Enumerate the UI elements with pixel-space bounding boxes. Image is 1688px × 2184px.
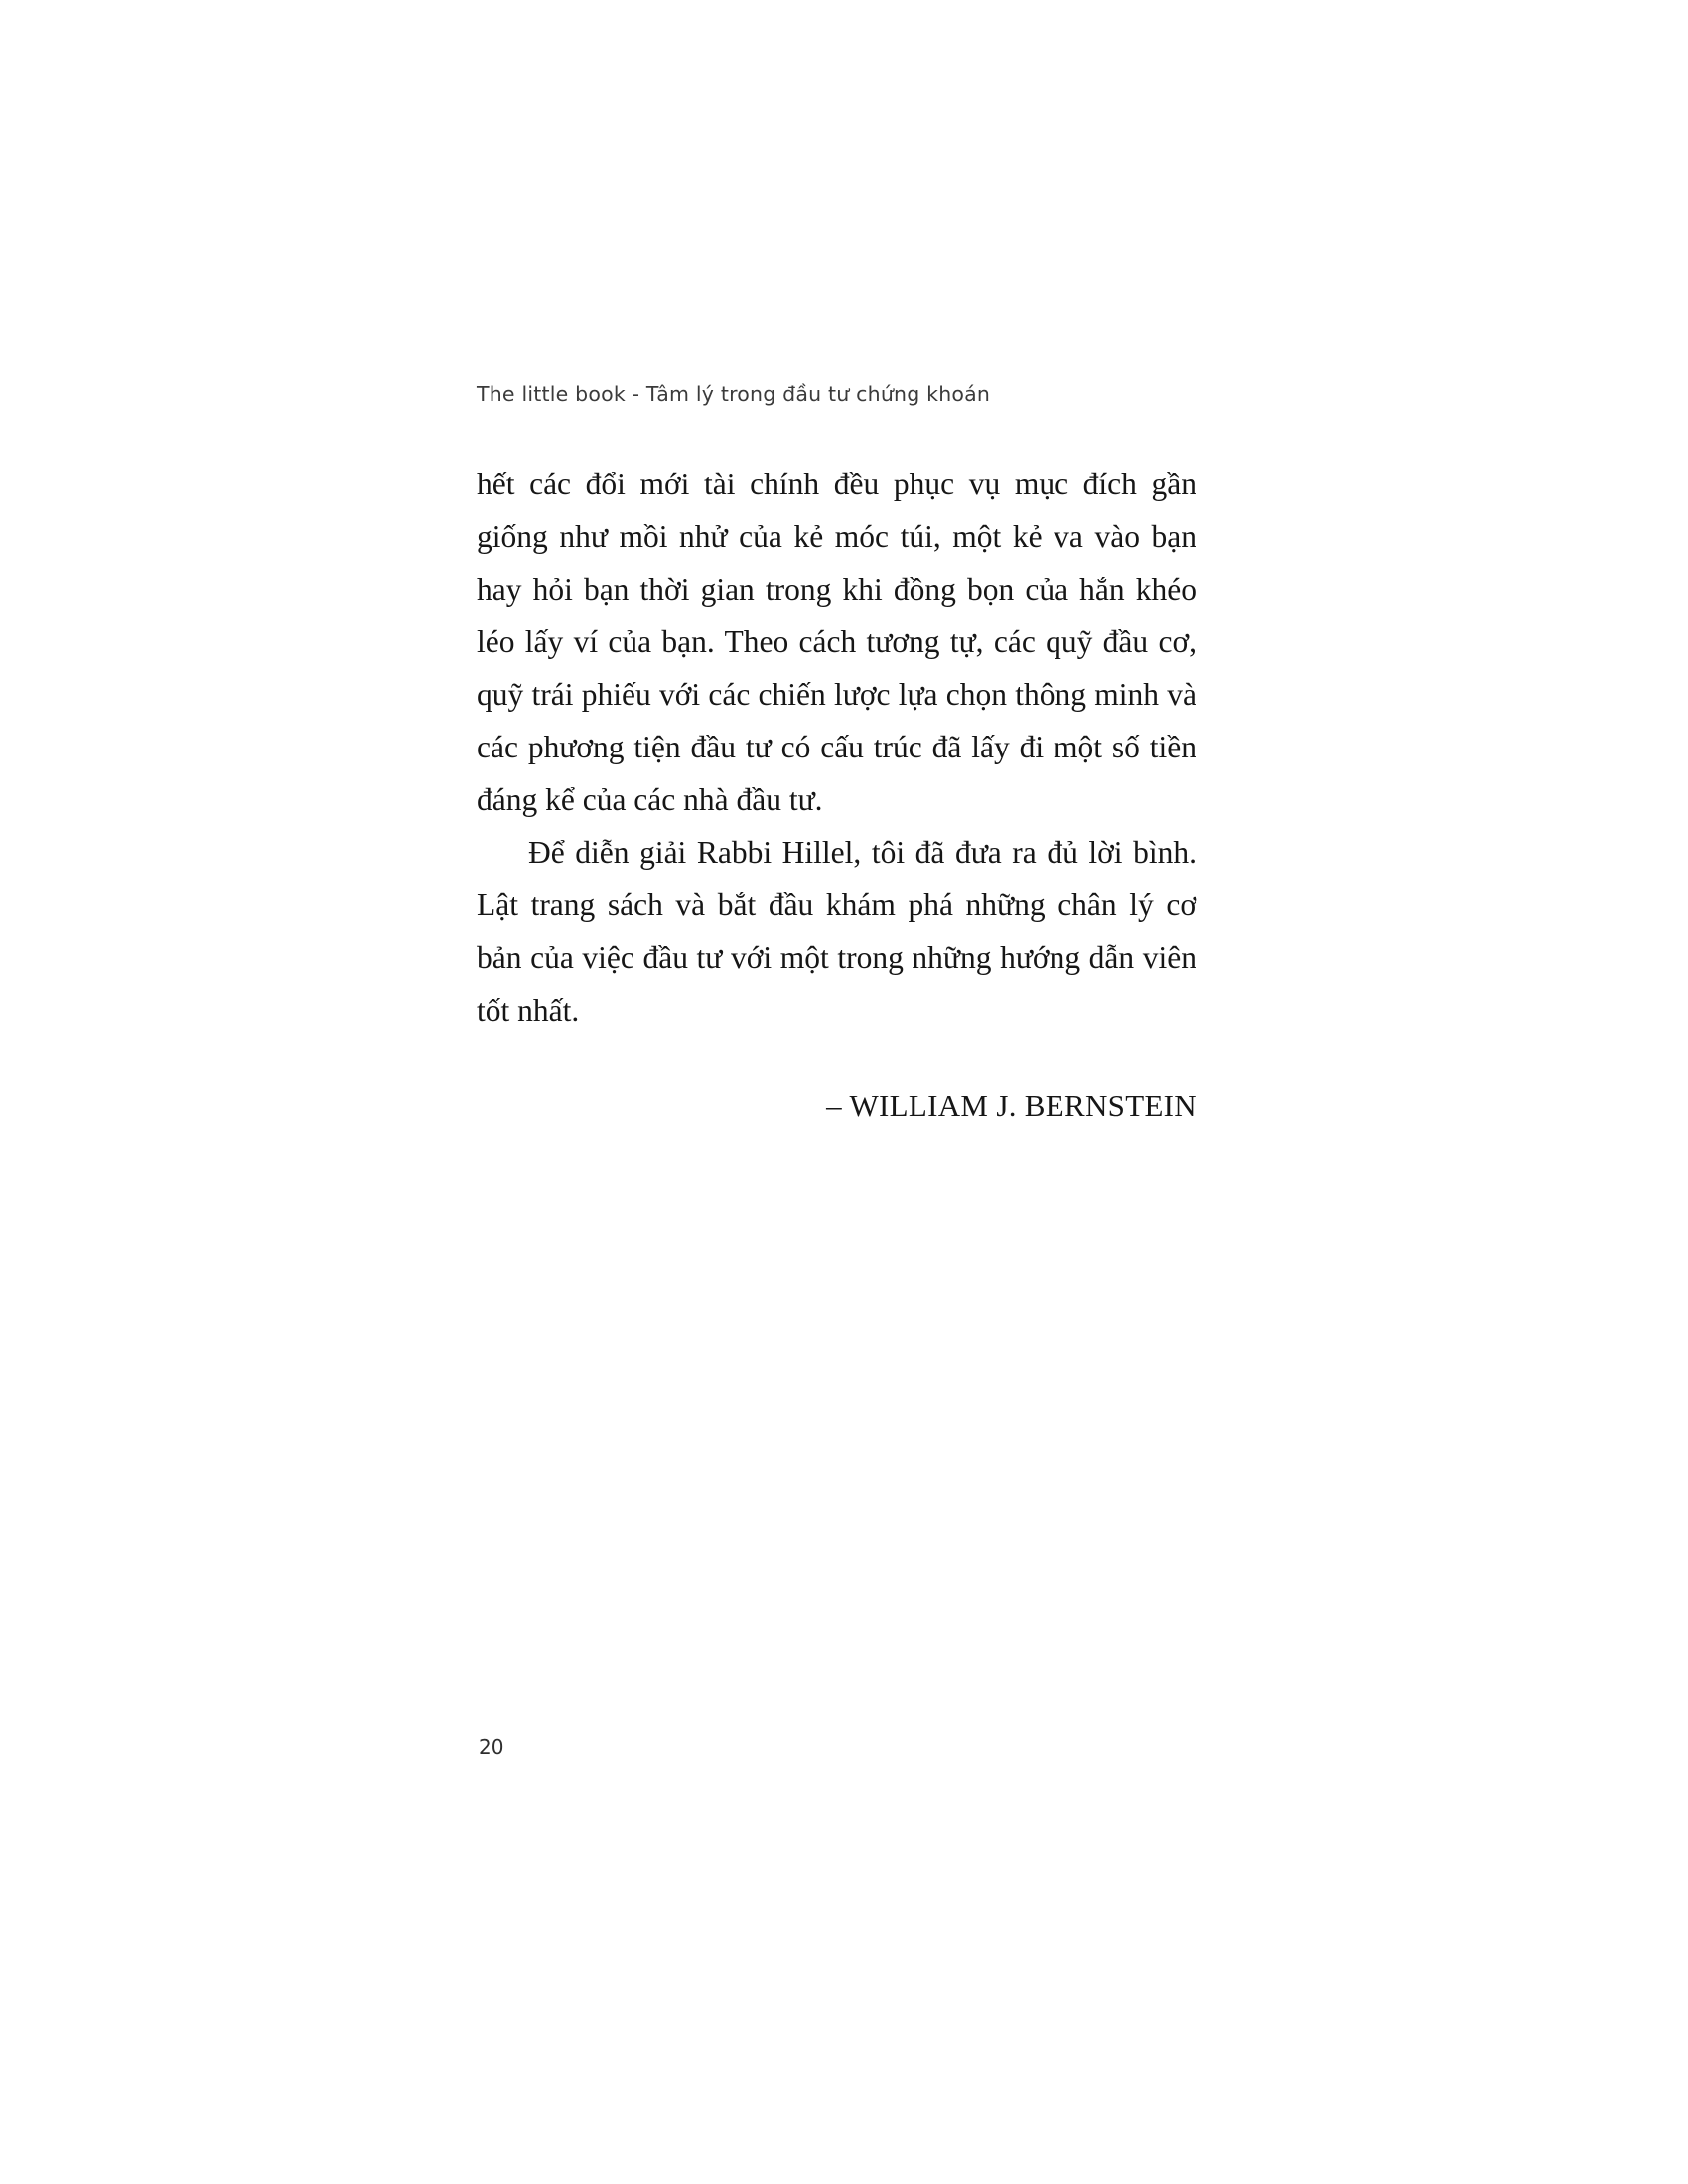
text-column [477, 382, 1196, 1130]
paragraph-2: Để diễn giải Rabbi Hillel, tôi đã đưa ra đủ lời bình. Lật trang sách và bắt đầu khám phá những chân lý cơ bản của việc đầu tư với một trong những hướng dẫn viên tốt nhất. [477, 835, 1196, 1027]
running-head: The little book - Tâm lý trong đầu tư chứng khoán [477, 382, 991, 406]
page-number: 20 [479, 1735, 504, 1759]
paragraph-1: hết các đổi mới tài chính đều phục vụ mục đích gần giống như mồi nhử của kẻ móc túi, một kẻ va vào bạn hay hỏi bạn thời gian trong khi đồng bọn của hắn khéo léo lấy ví của bạn. Theo cách tương tự, các quỹ đầu cơ, quỹ trái phiếu với các chiến lược lựa chọn thông minh và các phương tiện đầu tư có cấu trúc đã lấy đi một số tiền đáng kể của các nhà đầu tư. [477, 467, 1196, 817]
attribution: – WILLIAM J. BERNSTEIN [826, 1088, 1196, 1123]
